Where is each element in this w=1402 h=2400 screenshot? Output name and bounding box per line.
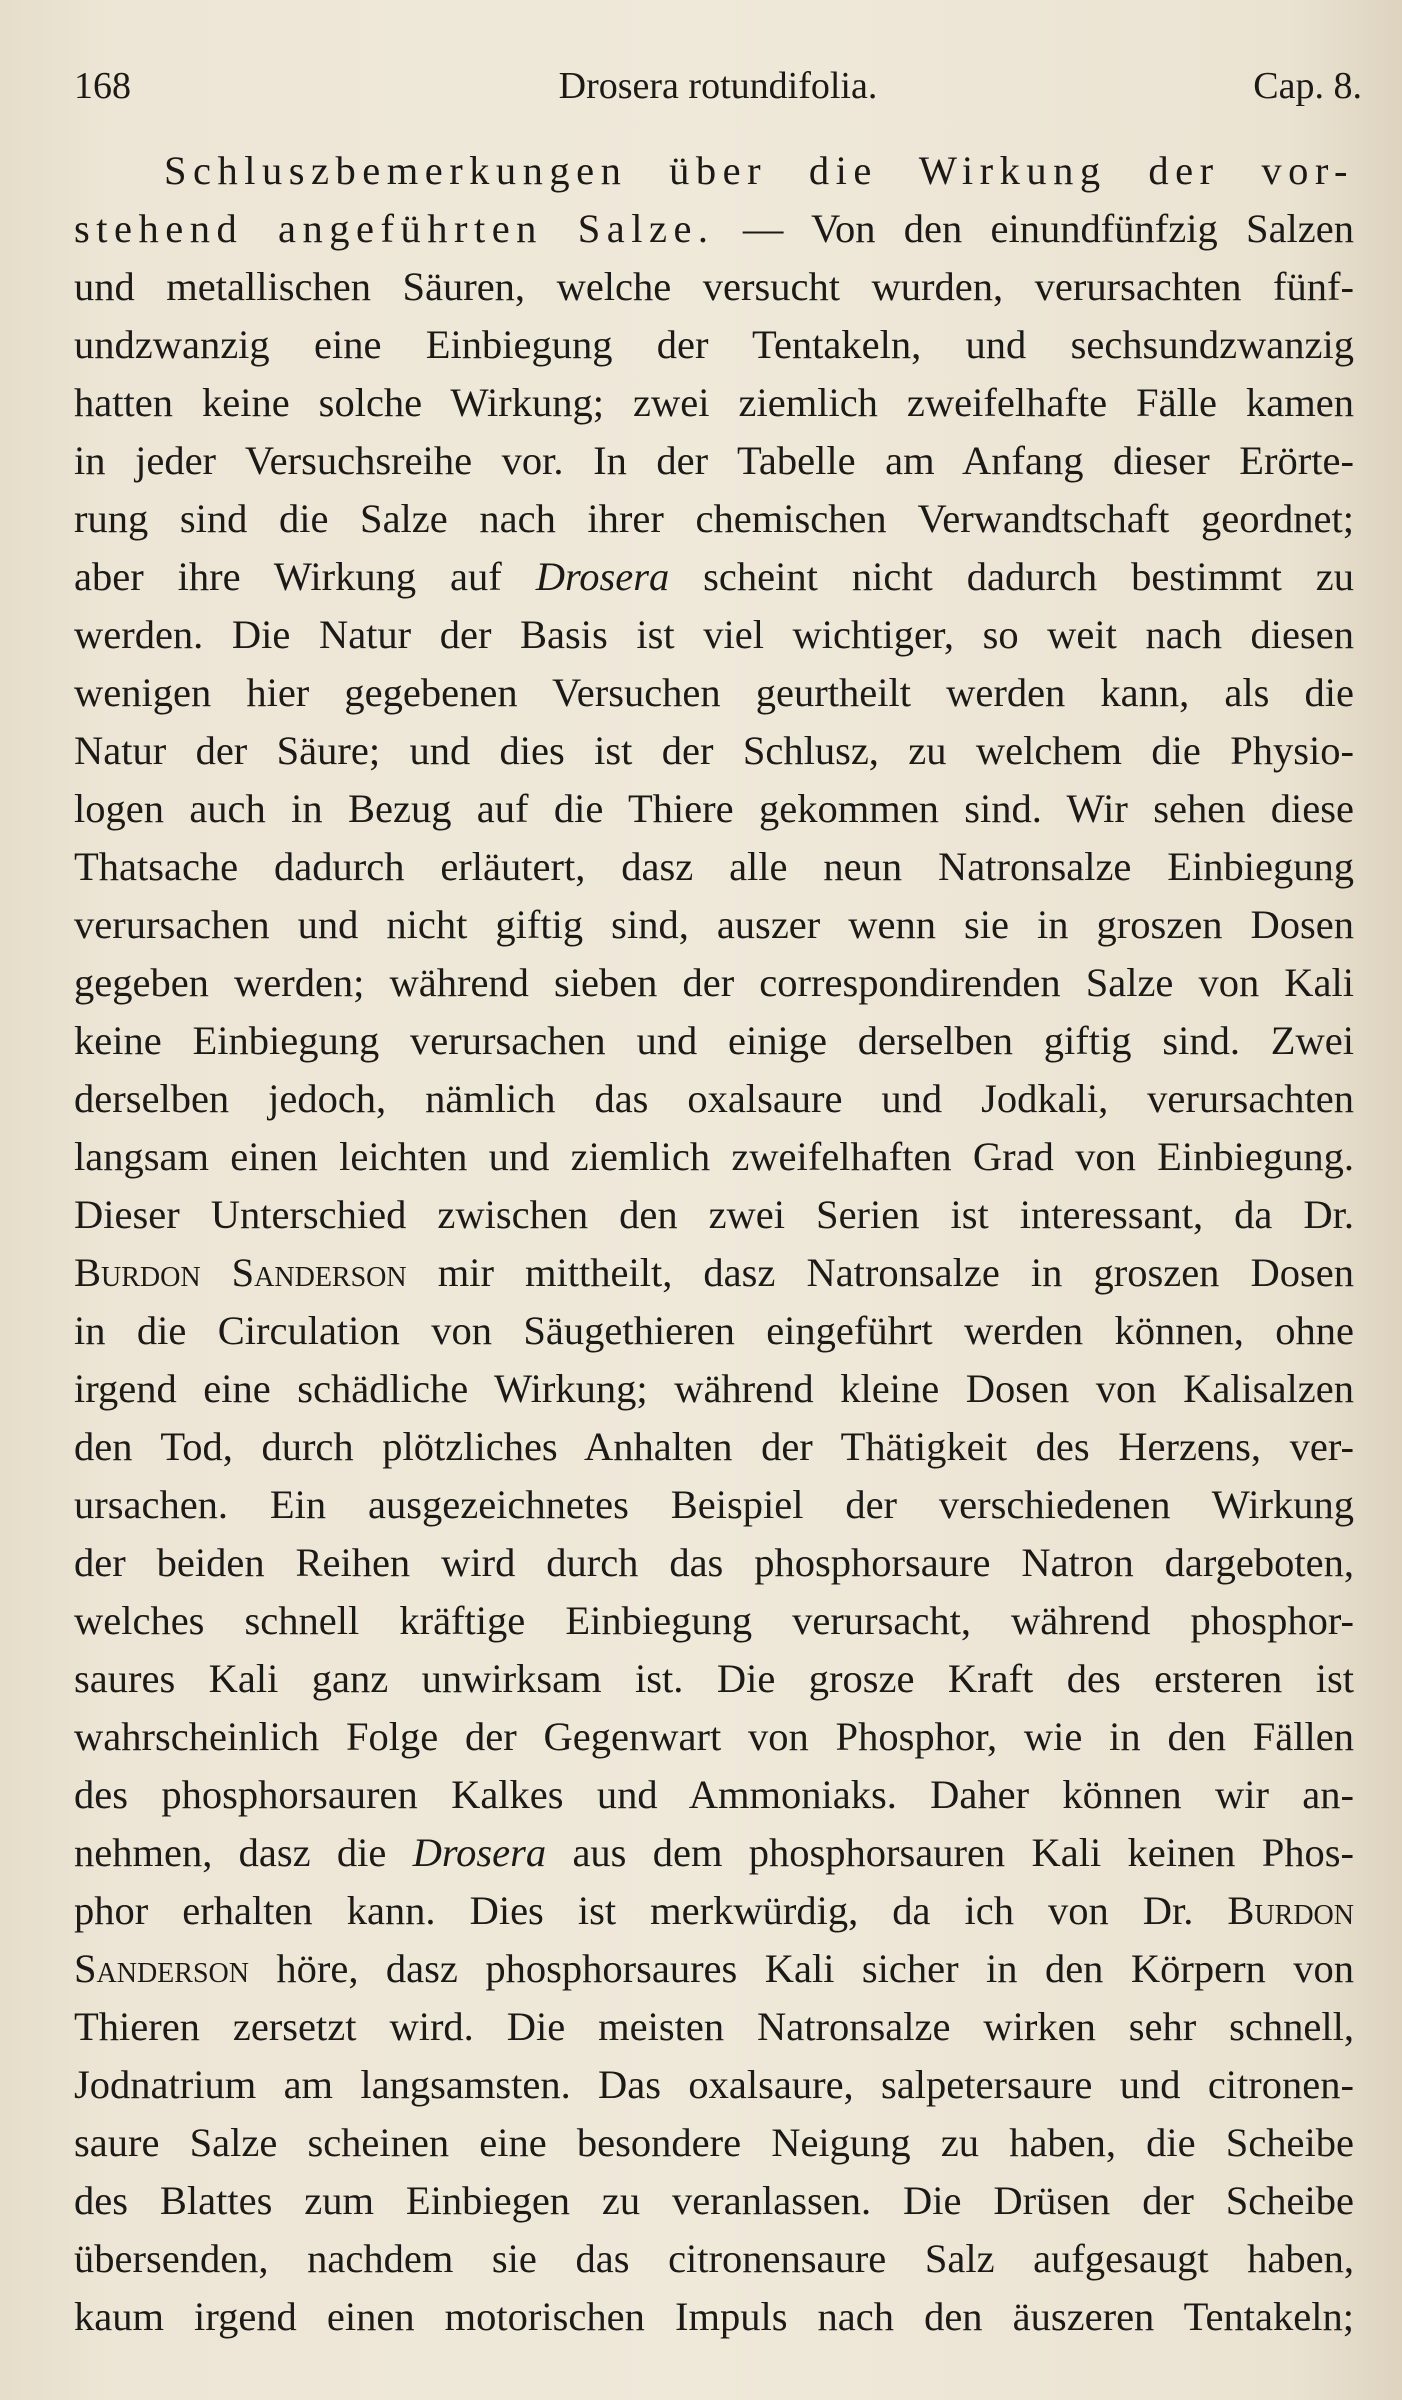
text-line: Burdon Sanderson mir mittheilt, dasz Natronsalze in groszen Dosen xyxy=(74,1250,1354,1295)
author-name: Burdon Sanderson xyxy=(74,1250,407,1295)
text-line: in jeder Versuchsreihe vor. In der Tabelle am Anfang dieser Erörte- xyxy=(74,438,1354,483)
text-line: wahrscheinlich Folge der Gegenwart von Phosphor, wie in den Fällen xyxy=(74,1714,1354,1759)
text-line: saure Salze scheinen eine besondere Neigung zu haben, die Scheibe xyxy=(74,2120,1354,2165)
page-number: 168 xyxy=(74,65,131,107)
text-line: gegeben werden; während sieben der correspondirenden Salze von Kali xyxy=(74,960,1354,1005)
text-line: logen auch in Bezug auf die Thiere gekommen sind. Wir sehen diese xyxy=(74,786,1354,831)
author-name: Burdon xyxy=(1227,1888,1354,1933)
text-line: kaum irgend einen motorischen Impuls nach den äuszeren Tentakeln; xyxy=(74,2294,1354,2339)
text-line: Jodnatrium am langsamsten. Das oxalsaure, salpetersaure und citronen- xyxy=(74,2062,1354,2107)
chapter-label: Cap. 8. xyxy=(1253,65,1362,107)
species-name: Drosera xyxy=(412,1830,547,1875)
text-line: Thatsache dadurch erläutert, dasz alle neun Natronsalze Einbiegung xyxy=(74,844,1354,889)
text-line: phor erhalten kann. Dies ist merkwürdig, da ich von Dr. Burdon xyxy=(74,1888,1354,1933)
text-line: saures Kali ganz unwirksam ist. Die grosze Kraft des ersteren ist xyxy=(74,1656,1354,1701)
body-text xyxy=(74,142,1354,2346)
text-line: irgend eine schädliche Wirkung; während kleine Dosen von Kalisalzen xyxy=(74,1366,1354,1411)
text-line: und metallischen Säuren, welche versucht wurden, verursachten fünf- xyxy=(74,264,1354,309)
text-line: in die Circulation von Säugethieren eingeführt werden können, ohne xyxy=(74,1308,1354,1353)
text-line: derselben jedoch, nämlich das oxalsaure und Jodkali, verursachten xyxy=(74,1076,1354,1121)
text-line: des Blattes zum Einbiegen zu veranlassen. Die Drüsen der Scheibe xyxy=(74,2178,1354,2223)
text-line: werden. Die Natur der Basis ist viel wichtiger, so weit nach diesen xyxy=(74,612,1354,657)
text-line: aber ihre Wirkung auf Drosera scheint nicht dadurch bestimmt zu xyxy=(74,554,1355,599)
text-line: wenigen hier gegebenen Versuchen geurtheilt werden kann, als die xyxy=(74,670,1354,715)
section-heading: Schluszbemerkungen über die Wirkung der vor- xyxy=(164,148,1354,193)
text-line: der beiden Reihen wird durch das phosphorsaure Natron dargeboten, xyxy=(74,1540,1354,1585)
species-name: Drosera xyxy=(535,554,670,599)
text-line: den Tod, durch plötzliches Anhalten der Thätigkeit des Herzens, ver- xyxy=(74,1424,1354,1469)
section-heading-continued: stehend angeführten Salze. xyxy=(74,206,715,251)
running-header xyxy=(74,60,1362,116)
text-line: keine Einbiegung verursachen und einige derselben giftig sind. Zwei xyxy=(74,1018,1354,1063)
text-line: langsam einen leichten und ziemlich zweifelhaften Grad von Einbiegung. xyxy=(74,1134,1354,1179)
text-line: Sanderson höre, dasz phosphorsaures Kali sicher in den Körpern von xyxy=(74,1946,1354,1991)
text-line: Natur der Säure; und dies ist der Schlusz, zu welchem die Physio- xyxy=(74,728,1354,773)
text-line: ursachen. Ein ausgezeichnetes Beispiel der verschiedenen Wirkung xyxy=(74,1482,1354,1527)
text-line: verursachen und nicht giftig sind, auszer wenn sie in groszen Dosen xyxy=(74,902,1354,947)
text-line: des phosphorsauren Kalkes und Ammoniaks. Daher können wir an- xyxy=(74,1772,1354,1817)
text-line: welches schnell kräftige Einbiegung verursacht, während phosphor- xyxy=(74,1598,1354,1643)
text-line: nehmen, dasz die Drosera aus dem phosphorsauren Kali keinen Phos- xyxy=(74,1830,1354,1875)
text-line: übersenden, nachdem sie das citronensaure Salz aufgesaugt haben, xyxy=(74,2236,1354,2281)
text-line: Dieser Unterschied zwischen den zwei Serien ist interessant, da Dr. xyxy=(74,1192,1354,1237)
text-line: undzwanzig eine Einbiegung der Tentakeln, und sechsundzwanzig xyxy=(74,322,1354,367)
text-line: hatten keine solche Wirkung; zwei ziemlich zweifelhafte Fälle kamen xyxy=(74,380,1354,425)
running-title: Drosera rotundifolia. xyxy=(558,65,878,107)
text-line: Thieren zersetzt wird. Die meisten Natronsalze wirken sehr schnell, xyxy=(74,2004,1354,2049)
text-line: stehend angeführten Salze. — Von den einundfünfzig Salzen xyxy=(74,206,1354,251)
text-line: rung sind die Salze nach ihrer chemischen Verwandtschaft geordnet; xyxy=(74,496,1354,541)
author-name: Sanderson xyxy=(74,1946,249,1991)
